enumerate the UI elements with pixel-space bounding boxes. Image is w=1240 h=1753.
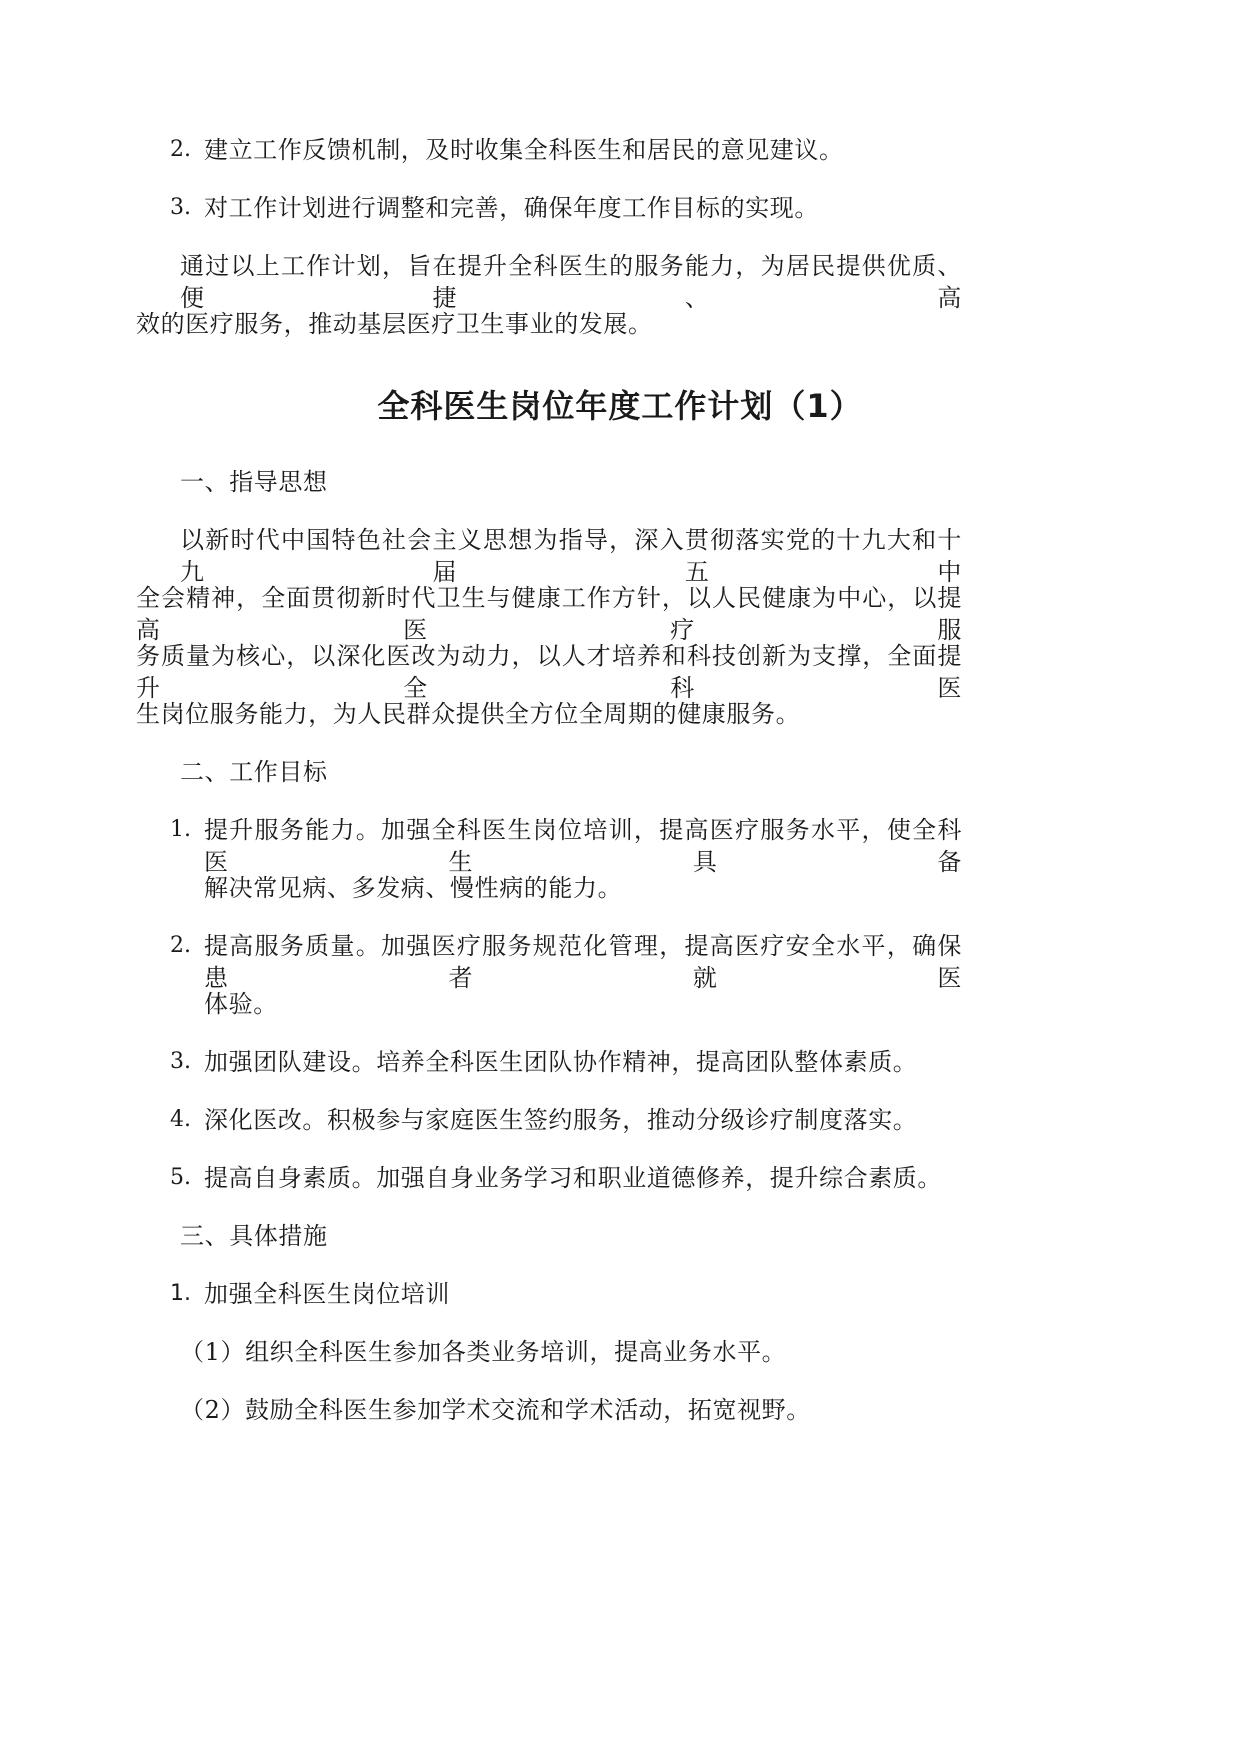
- paragraph-line: 全会精神，全面贯彻新时代卫生与健康工作方针，以人民健康为中心，以提高医疗服: [136, 584, 962, 644]
- list-number: 2.: [170, 137, 191, 162]
- list-item-text: 深化医改。积极参与家庭医生签约服务，推动分级诊疗制度落实。: [204, 1106, 918, 1134]
- list-number: 3.: [170, 195, 191, 220]
- list-number: 3.: [170, 1049, 191, 1074]
- section-heading: 三、具体措施: [180, 1222, 328, 1250]
- list-item-text: （2）鼓励全科医生参加学术交流和学术活动，拓宽视野。: [180, 1396, 811, 1424]
- paragraph-line: 生岗位服务能力，为人民群众提供全方位全周期的健康服务。: [136, 700, 801, 728]
- section-heading: 二、工作目标: [180, 758, 328, 786]
- list-number: 1.: [170, 1281, 191, 1306]
- list-item-text: 对工作计划进行调整和完善，确保年度工作目标的实现。: [204, 194, 819, 222]
- list-item-text: 建立工作反馈机制，及时收集全科医生和居民的意见建议。: [204, 136, 844, 164]
- list-item-text: 提高服务质量。加强医疗服务规范化管理，提高医疗安全水平，确保患者就医: [204, 932, 962, 992]
- list-item-text: （1）组织全科医生参加各类业务培训，提高业务水平。: [180, 1338, 787, 1366]
- conclusion-paragraph-line: 通过以上工作计划，旨在提升全科医生的服务能力，为居民提供优质、便捷、高: [180, 252, 962, 312]
- sub-heading: 加强全科医生岗位培训: [204, 1280, 450, 1308]
- paragraph-line: 务质量为核心，以深化医改为动力，以人才培养和科技创新为支撑，全面提升全科医: [136, 642, 962, 702]
- list-item-text: 加强团队建设。培养全科医生团队协作精神，提高团队整体素质。: [204, 1048, 918, 1076]
- list-number: 4.: [170, 1107, 191, 1132]
- list-number: 2.: [170, 933, 191, 958]
- paragraph-line: 以新时代中国特色社会主义思想为指导，深入贯彻落实党的十九大和十九届五中: [180, 526, 962, 586]
- section-heading: 一、指导思想: [180, 468, 328, 496]
- list-item-text: 解决常见病、多发病、慢性病的能力。: [204, 874, 623, 902]
- conclusion-paragraph-line: 效的医疗服务，推动基层医疗卫生事业的发展。: [136, 310, 653, 338]
- list-number: 1.: [170, 817, 191, 842]
- list-item-text: 体验。: [204, 990, 278, 1018]
- list-number: 5.: [170, 1165, 191, 1190]
- list-item-text: 提升服务能力。加强全科医生岗位培训，提高医疗服务水平，使全科医生具备: [204, 816, 962, 876]
- list-item-text: 提高自身素质。加强自身业务学习和职业道德修养，提升综合素质。: [204, 1164, 942, 1192]
- document-title: 全科医生岗位年度工作计划（1）: [377, 387, 863, 425]
